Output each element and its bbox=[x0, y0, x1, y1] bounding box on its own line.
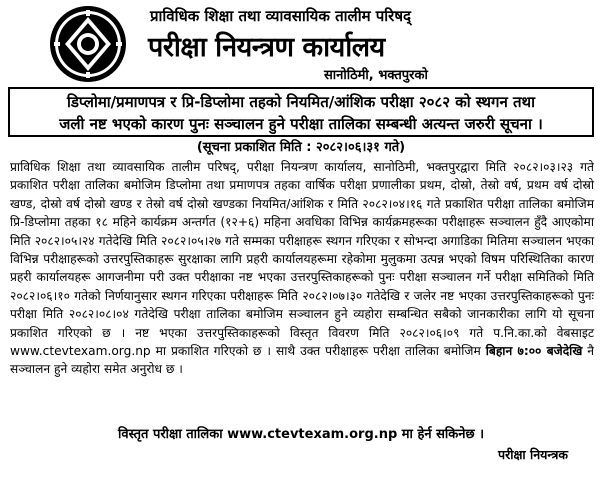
ctevt-logo-icon bbox=[48, 4, 128, 84]
notice-title-line-1: डिप्लोमा/प्रमाणपत्र र प्रि-डिप्लोमा तहको नियमित/आंशिक परीक्षा २०८२ को स्थगन तथा bbox=[66, 93, 536, 111]
notice-title-line-2: जली नष्ट भएको कारण पुनः सञ्चालन हुने परीक्षा तालिका सम्बन्धी अत्यन्त जरुरी सूचना । bbox=[59, 115, 543, 133]
details-link-line: विस्तृत परीक्षा तालिका www.ctevtexam.org.np मा हेर्न सकिनेछ । bbox=[117, 427, 485, 442]
signature: परीक्षा नियन्त्रक bbox=[498, 447, 568, 462]
notice-body-text: प्राविधिक शिक्षा तथा व्यावसायिक तालीम परिषद्, परीक्षा नियन्त्रण कार्यालय, सानोठिमी, भक्तपुरद्वारा मिति २०८२।०३।२३ गते प्रकाशित परीक्षा तालिका बमोजिम डिप्लोमा तथा प्रमाणपत्र तहका वार्षिक परीक्षा प्रणालीका प्रथम, दोस्रो, तेस्रो वर्ष, प्रथम वर्ष दोस्रो खण्ड, दोस्रो वर्ष दोस्रो खण्ड र तेस्रो वर्ष दोस्रो खण्डका नियमित/आंशिक र मिति २०८२।०४।१६ गते प्रकाशित परीक्षा तालिका बमोजिम प्रि-डिप्लोमा तहका १८ महिने कार्यक्रम अन्तर्गत (१२+६) महिना अवधिका विभिन्न कार्यक्रमहरूका परीक्षाहरू सञ्चालन हुँदै आएकोमा मिति २०८२।०५।२४ गतेदेखि मिति २०८२।०५।२७ गते सम्मका परीक्षाहरू स्थगन गरिएका र सोभन्दा अगाडिका मितिमा सञ्चालन भएका विभिन्न परीक्षाहरूको उत्तरपुस्तिकाहरू सुरक्षाका लागि प्रहरी कार्यालयहरूमा रहेकोमा मुलुकमा उत्पन्न भएको विषम परिस्थितिका कारण प्रहरी कार्यालयहरू आगजनीमा परी उक्त परीक्षाका नष्ट भएका उत्तरपुस्तिकाहरूको पुनः परीक्षा सञ्चालन गर्ने परीक्षा समितिको मिति २०८२।०६।१० गतेको निर्णयानुसार स्थगन गरिएका परीक्षाहरू मिति २०८२।०७।३० गतेदेखि र जलेर नष्ट भएका उत्तरपुस्तिकाहरूको पुनः परीक्षा मिति २०८२।०८।०४ गतेदेखि परीक्षा तालिका बमोजिम सञ्चालन हुने व्यहोरा सम्बन्धित सबैको जानकारीका लागि यो सूचना प्रकाशित गरिएको छ । नष्ट भएका उत्तरपुस्तिकाहरूको विस्तृत विवरण मिति २०८२।०६।०९ गते प.नि.का.को वेबसाइट www.ctevtexam.org.np मा प्रकाशित गरिएको छ । साथै उक्त परीक्षाहरू परीक्षा तालिका बमोजिम bbox=[10, 160, 594, 359]
notice-body bbox=[10, 158, 594, 379]
notice-header bbox=[0, 0, 602, 86]
office-location: सानोठिमी, भक्तपुरको bbox=[324, 68, 428, 83]
notice-title-box bbox=[8, 87, 594, 137]
office-name: परीक्षा नियन्त्रण कार्यालय bbox=[148, 32, 385, 63]
organization-name: प्राविधिक शिक्षा तथा व्यावसायिक तालीम परिषद् bbox=[150, 7, 411, 25]
notice-body-tail: नै सञ्चालन हुने व्यहोरा समेत अनुरोध छ । bbox=[10, 344, 595, 377]
published-date: (सूचना प्रकाशित मिति : २०८२।०६।३१ गते) bbox=[196, 140, 406, 155]
notice-body-time: बिहान ७:०० बजेदेखि bbox=[485, 344, 583, 359]
